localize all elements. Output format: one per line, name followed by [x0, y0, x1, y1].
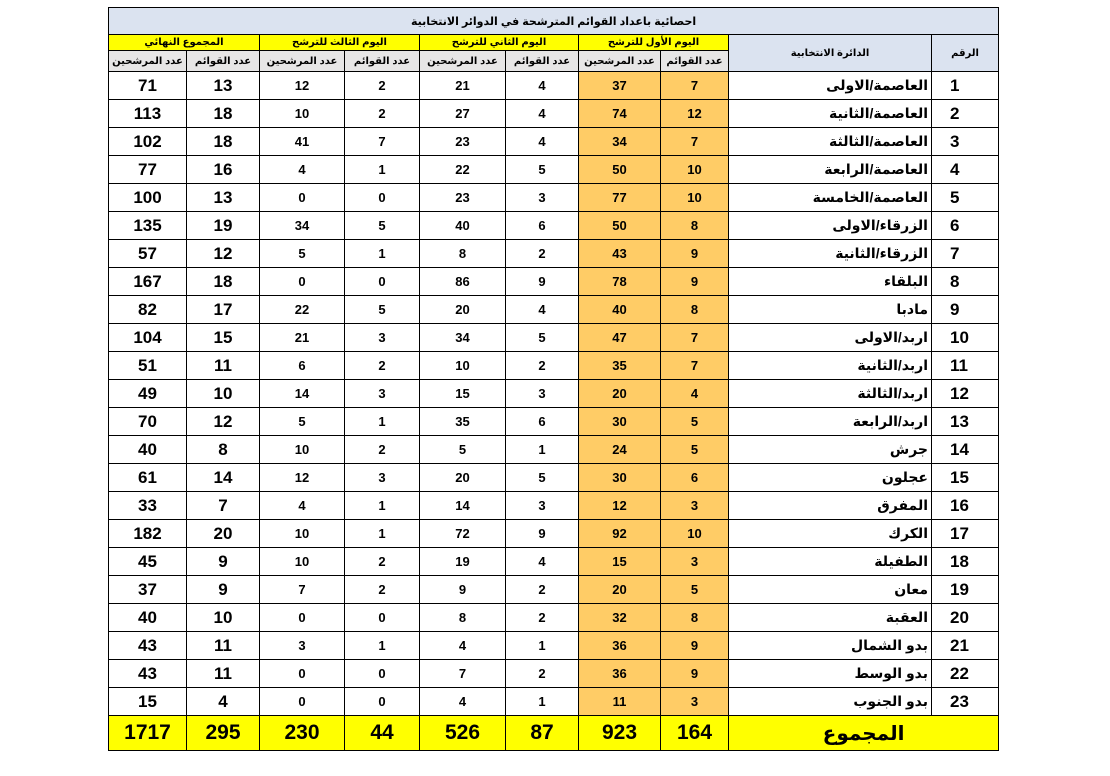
cell-day1-candidates: 50 [579, 156, 661, 184]
cell-day3-lists: 1 [345, 156, 420, 184]
cell-total-candidates: 57 [109, 240, 187, 268]
cell-day3-lists: 2 [345, 352, 420, 380]
cell-day3-lists: 1 [345, 492, 420, 520]
cell-day2-candidates: 4 [420, 688, 506, 716]
total-d2-cands: 526 [420, 716, 506, 751]
table-title: احصائية باعداد القوائم المترشحة في الدوائر الانتخابية [109, 8, 999, 35]
table-row [109, 492, 999, 520]
district-lists-table [108, 7, 999, 751]
cell-day2-lists: 4 [506, 72, 579, 100]
cell-day1-candidates: 20 [579, 380, 661, 408]
table-row [109, 296, 999, 324]
table-row [109, 212, 999, 240]
table-row [109, 548, 999, 576]
cell-day2-lists: 9 [506, 520, 579, 548]
cell-number: 1 [932, 72, 999, 100]
cell-total-candidates: 61 [109, 464, 187, 492]
cell-total-lists: 12 [187, 408, 260, 436]
cell-number: 2 [932, 100, 999, 128]
cell-total-lists: 14 [187, 464, 260, 492]
cell-number: 23 [932, 688, 999, 716]
cell-day1-candidates: 34 [579, 128, 661, 156]
cell-day3-candidates: 7 [260, 576, 345, 604]
header-day2: اليوم الثاني للترشح [420, 35, 579, 51]
cell-day1-candidates: 92 [579, 520, 661, 548]
cell-day1-lists: 9 [661, 660, 729, 688]
cell-number: 7 [932, 240, 999, 268]
cell-district: العاصمة/الثانية [729, 100, 932, 128]
cell-total-lists: 11 [187, 352, 260, 380]
cell-day2-candidates: 9 [420, 576, 506, 604]
cell-day2-candidates: 8 [420, 604, 506, 632]
cell-day3-lists: 1 [345, 240, 420, 268]
cell-day1-lists: 6 [661, 464, 729, 492]
statistics-sheet [108, 7, 998, 751]
cell-number: 13 [932, 408, 999, 436]
cell-total-lists: 17 [187, 296, 260, 324]
cell-day3-lists: 3 [345, 324, 420, 352]
cell-day2-lists: 4 [506, 100, 579, 128]
cell-total-candidates: 40 [109, 436, 187, 464]
cell-day3-lists: 3 [345, 380, 420, 408]
cell-district: الطفيلة [729, 548, 932, 576]
cell-total-lists: 7 [187, 492, 260, 520]
cell-total-lists: 19 [187, 212, 260, 240]
cell-total-lists: 8 [187, 436, 260, 464]
cell-day1-candidates: 37 [579, 72, 661, 100]
cell-total-lists: 15 [187, 324, 260, 352]
cell-district: العقبة [729, 604, 932, 632]
cell-total-lists: 4 [187, 688, 260, 716]
cell-district: الزرقاء/الثانية [729, 240, 932, 268]
cell-day1-candidates: 24 [579, 436, 661, 464]
cell-day2-lists: 3 [506, 380, 579, 408]
cell-day3-lists: 7 [345, 128, 420, 156]
cell-day3-candidates: 0 [260, 604, 345, 632]
cell-day3-candidates: 12 [260, 464, 345, 492]
cell-day1-candidates: 30 [579, 408, 661, 436]
table-row [109, 408, 999, 436]
table-row [109, 520, 999, 548]
cell-total-candidates: 82 [109, 296, 187, 324]
cell-day1-lists: 3 [661, 548, 729, 576]
cell-day3-lists: 2 [345, 548, 420, 576]
cell-day2-candidates: 4 [420, 632, 506, 660]
cell-number: 15 [932, 464, 999, 492]
cell-day2-lists: 1 [506, 436, 579, 464]
cell-total-candidates: 43 [109, 632, 187, 660]
cell-day2-lists: 1 [506, 632, 579, 660]
cell-day3-lists: 2 [345, 100, 420, 128]
cell-day2-candidates: 27 [420, 100, 506, 128]
cell-total-lists: 11 [187, 660, 260, 688]
cell-day1-candidates: 47 [579, 324, 661, 352]
cell-day3-candidates: 0 [260, 688, 345, 716]
table-row [109, 688, 999, 716]
subheader-day1-lists: عدد القوائم [661, 51, 729, 72]
cell-day1-candidates: 50 [579, 212, 661, 240]
table-row [109, 100, 999, 128]
cell-day2-lists: 5 [506, 156, 579, 184]
cell-day2-candidates: 34 [420, 324, 506, 352]
cell-day2-lists: 4 [506, 128, 579, 156]
cell-total-lists: 16 [187, 156, 260, 184]
cell-total-lists: 9 [187, 576, 260, 604]
cell-day2-candidates: 7 [420, 660, 506, 688]
cell-district: اربد/الثالثة [729, 380, 932, 408]
cell-day2-lists: 6 [506, 212, 579, 240]
cell-day3-candidates: 10 [260, 100, 345, 128]
cell-day2-candidates: 14 [420, 492, 506, 520]
cell-number: 11 [932, 352, 999, 380]
subheader-day1-candidates: عدد المرشحين [579, 51, 661, 72]
cell-number: 18 [932, 548, 999, 576]
cell-day2-candidates: 15 [420, 380, 506, 408]
cell-day1-lists: 5 [661, 576, 729, 604]
cell-day1-lists: 9 [661, 632, 729, 660]
table-row [109, 604, 999, 632]
cell-day1-lists: 8 [661, 604, 729, 632]
cell-number: 4 [932, 156, 999, 184]
cell-day3-candidates: 10 [260, 548, 345, 576]
totals-row [109, 716, 999, 751]
cell-district: اربد/الاولى [729, 324, 932, 352]
cell-day2-candidates: 40 [420, 212, 506, 240]
cell-total-candidates: 45 [109, 548, 187, 576]
cell-district: العاصمة/الاولى [729, 72, 932, 100]
subheader-total-candidates: عدد المرشحين [109, 51, 187, 72]
cell-day2-lists: 2 [506, 576, 579, 604]
cell-number: 5 [932, 184, 999, 212]
total-d1-lists: 164 [661, 716, 729, 751]
cell-number: 22 [932, 660, 999, 688]
cell-district: العاصمة/الثالثة [729, 128, 932, 156]
cell-day2-candidates: 20 [420, 296, 506, 324]
cell-day2-candidates: 21 [420, 72, 506, 100]
cell-day2-lists: 9 [506, 268, 579, 296]
cell-day2-candidates: 86 [420, 268, 506, 296]
cell-day3-lists: 2 [345, 436, 420, 464]
cell-total-lists: 12 [187, 240, 260, 268]
cell-total-candidates: 135 [109, 212, 187, 240]
table-row [109, 72, 999, 100]
cell-day3-lists: 5 [345, 212, 420, 240]
cell-day3-lists: 2 [345, 576, 420, 604]
cell-day3-candidates: 21 [260, 324, 345, 352]
cell-day2-lists: 5 [506, 464, 579, 492]
cell-day3-candidates: 12 [260, 72, 345, 100]
cell-day2-candidates: 8 [420, 240, 506, 268]
header-day3: اليوم الثالث للترشح [260, 35, 420, 51]
table-row [109, 240, 999, 268]
cell-district: بدو الوسط [729, 660, 932, 688]
cell-day3-candidates: 10 [260, 436, 345, 464]
header-final-total: المجموع النهائي [109, 35, 260, 51]
cell-day3-lists: 1 [345, 632, 420, 660]
cell-day3-candidates: 4 [260, 156, 345, 184]
cell-day3-candidates: 41 [260, 128, 345, 156]
cell-total-candidates: 40 [109, 604, 187, 632]
table-row [109, 632, 999, 660]
cell-day3-lists: 1 [345, 520, 420, 548]
cell-number: 12 [932, 380, 999, 408]
cell-day3-lists: 0 [345, 604, 420, 632]
cell-district: جرش [729, 436, 932, 464]
cell-day1-lists: 7 [661, 324, 729, 352]
cell-total-candidates: 182 [109, 520, 187, 548]
cell-day3-lists: 5 [345, 296, 420, 324]
cell-district: العاصمة/الرابعة [729, 156, 932, 184]
header-district: الدائرة الانتخابية [729, 35, 932, 72]
total-d2-lists: 87 [506, 716, 579, 751]
table-row [109, 268, 999, 296]
totals-label: المجموع [729, 716, 999, 751]
cell-day2-lists: 2 [506, 352, 579, 380]
cell-total-candidates: 167 [109, 268, 187, 296]
cell-day3-candidates: 0 [260, 268, 345, 296]
cell-district: اربد/الثانية [729, 352, 932, 380]
cell-day1-lists: 3 [661, 688, 729, 716]
subheader-day2-lists: عدد القوائم [506, 51, 579, 72]
cell-day2-candidates: 22 [420, 156, 506, 184]
table-row [109, 576, 999, 604]
cell-day2-candidates: 10 [420, 352, 506, 380]
cell-day2-candidates: 35 [420, 408, 506, 436]
cell-total-candidates: 77 [109, 156, 187, 184]
cell-total-lists: 18 [187, 268, 260, 296]
cell-total-lists: 18 [187, 128, 260, 156]
cell-total-candidates: 15 [109, 688, 187, 716]
cell-number: 3 [932, 128, 999, 156]
cell-day1-candidates: 74 [579, 100, 661, 128]
cell-day3-lists: 0 [345, 268, 420, 296]
table-row [109, 380, 999, 408]
cell-total-candidates: 49 [109, 380, 187, 408]
cell-day3-candidates: 14 [260, 380, 345, 408]
cell-day1-lists: 8 [661, 296, 729, 324]
cell-day3-candidates: 34 [260, 212, 345, 240]
cell-district: معان [729, 576, 932, 604]
cell-district: البلقاء [729, 268, 932, 296]
cell-day3-lists: 2 [345, 72, 420, 100]
cell-day2-candidates: 5 [420, 436, 506, 464]
cell-day1-candidates: 32 [579, 604, 661, 632]
cell-day2-lists: 4 [506, 548, 579, 576]
cell-day2-candidates: 23 [420, 128, 506, 156]
cell-day3-lists: 0 [345, 660, 420, 688]
cell-day3-candidates: 0 [260, 184, 345, 212]
total-d1-cands: 923 [579, 716, 661, 751]
cell-day3-candidates: 0 [260, 660, 345, 688]
cell-total-candidates: 51 [109, 352, 187, 380]
cell-day2-lists: 2 [506, 604, 579, 632]
cell-day2-lists: 6 [506, 408, 579, 436]
table-row [109, 660, 999, 688]
cell-total-candidates: 70 [109, 408, 187, 436]
cell-total-lists: 9 [187, 548, 260, 576]
cell-day3-lists: 0 [345, 688, 420, 716]
cell-day3-candidates: 6 [260, 352, 345, 380]
cell-day2-lists: 3 [506, 184, 579, 212]
cell-day3-candidates: 10 [260, 520, 345, 548]
subheader-day2-candidates: عدد المرشحين [420, 51, 506, 72]
table-row [109, 184, 999, 212]
cell-total-candidates: 113 [109, 100, 187, 128]
cell-total-candidates: 43 [109, 660, 187, 688]
cell-day1-lists: 9 [661, 268, 729, 296]
subheader-total-lists: عدد القوائم [187, 51, 260, 72]
cell-district: مادبا [729, 296, 932, 324]
cell-day1-candidates: 30 [579, 464, 661, 492]
cell-day2-lists: 2 [506, 240, 579, 268]
cell-total-lists: 13 [187, 184, 260, 212]
cell-total-candidates: 33 [109, 492, 187, 520]
cell-district: بدو الشمال [729, 632, 932, 660]
cell-number: 19 [932, 576, 999, 604]
cell-day1-lists: 10 [661, 520, 729, 548]
cell-day1-lists: 9 [661, 240, 729, 268]
cell-day1-candidates: 36 [579, 632, 661, 660]
cell-total-candidates: 37 [109, 576, 187, 604]
cell-district: المفرق [729, 492, 932, 520]
cell-day1-candidates: 35 [579, 352, 661, 380]
cell-number: 16 [932, 492, 999, 520]
cell-day1-candidates: 40 [579, 296, 661, 324]
cell-day1-candidates: 11 [579, 688, 661, 716]
cell-day1-candidates: 20 [579, 576, 661, 604]
table-row [109, 324, 999, 352]
cell-day3-candidates: 3 [260, 632, 345, 660]
cell-day2-candidates: 23 [420, 184, 506, 212]
cell-day1-candidates: 12 [579, 492, 661, 520]
table-row [109, 156, 999, 184]
cell-number: 21 [932, 632, 999, 660]
cell-district: بدو الجنوب [729, 688, 932, 716]
cell-day3-candidates: 4 [260, 492, 345, 520]
cell-day2-candidates: 20 [420, 464, 506, 492]
cell-total-lists: 10 [187, 604, 260, 632]
cell-number: 14 [932, 436, 999, 464]
total-d3-lists: 44 [345, 716, 420, 751]
cell-day1-candidates: 43 [579, 240, 661, 268]
cell-day3-candidates: 5 [260, 240, 345, 268]
cell-day1-candidates: 15 [579, 548, 661, 576]
header-day1: اليوم الأول للترشح [579, 35, 729, 51]
cell-day3-lists: 0 [345, 184, 420, 212]
cell-day1-lists: 10 [661, 156, 729, 184]
cell-total-lists: 10 [187, 380, 260, 408]
cell-day1-candidates: 78 [579, 268, 661, 296]
cell-day2-lists: 4 [506, 296, 579, 324]
cell-number: 8 [932, 268, 999, 296]
cell-day2-candidates: 72 [420, 520, 506, 548]
cell-total-lists: 20 [187, 520, 260, 548]
cell-day1-lists: 5 [661, 436, 729, 464]
cell-district: عجلون [729, 464, 932, 492]
cell-day1-lists: 3 [661, 492, 729, 520]
cell-day2-lists: 2 [506, 660, 579, 688]
cell-number: 9 [932, 296, 999, 324]
cell-district: الزرقاء/الاولى [729, 212, 932, 240]
cell-total-candidates: 102 [109, 128, 187, 156]
cell-day3-candidates: 22 [260, 296, 345, 324]
cell-number: 20 [932, 604, 999, 632]
cell-number: 10 [932, 324, 999, 352]
cell-day1-lists: 5 [661, 408, 729, 436]
cell-day2-candidates: 19 [420, 548, 506, 576]
table-row [109, 352, 999, 380]
cell-day3-lists: 1 [345, 408, 420, 436]
table-row [109, 436, 999, 464]
cell-day3-lists: 3 [345, 464, 420, 492]
cell-district: اربد/الرابعة [729, 408, 932, 436]
cell-day1-candidates: 77 [579, 184, 661, 212]
cell-day1-lists: 12 [661, 100, 729, 128]
cell-day2-lists: 1 [506, 688, 579, 716]
cell-total-lists: 18 [187, 100, 260, 128]
table-row [109, 464, 999, 492]
cell-total-candidates: 71 [109, 72, 187, 100]
cell-day1-lists: 7 [661, 72, 729, 100]
cell-district: الكرك [729, 520, 932, 548]
cell-total-candidates: 100 [109, 184, 187, 212]
cell-total-lists: 11 [187, 632, 260, 660]
total-t-cands: 1717 [109, 716, 187, 751]
cell-number: 6 [932, 212, 999, 240]
cell-total-candidates: 104 [109, 324, 187, 352]
subheader-day3-candidates: عدد المرشحين [260, 51, 345, 72]
cell-day1-lists: 7 [661, 352, 729, 380]
total-d3-cands: 230 [260, 716, 345, 751]
cell-day1-candidates: 36 [579, 660, 661, 688]
cell-day2-lists: 5 [506, 324, 579, 352]
header-number: الرقم [932, 35, 999, 72]
subheader-day3-lists: عدد القوائم [345, 51, 420, 72]
total-t-lists: 295 [187, 716, 260, 751]
cell-district: العاصمة/الخامسة [729, 184, 932, 212]
cell-day2-lists: 3 [506, 492, 579, 520]
cell-day1-lists: 4 [661, 380, 729, 408]
cell-total-lists: 13 [187, 72, 260, 100]
cell-day1-lists: 7 [661, 128, 729, 156]
cell-day1-lists: 8 [661, 212, 729, 240]
cell-number: 17 [932, 520, 999, 548]
cell-day1-lists: 10 [661, 184, 729, 212]
cell-day3-candidates: 5 [260, 408, 345, 436]
table-row [109, 128, 999, 156]
